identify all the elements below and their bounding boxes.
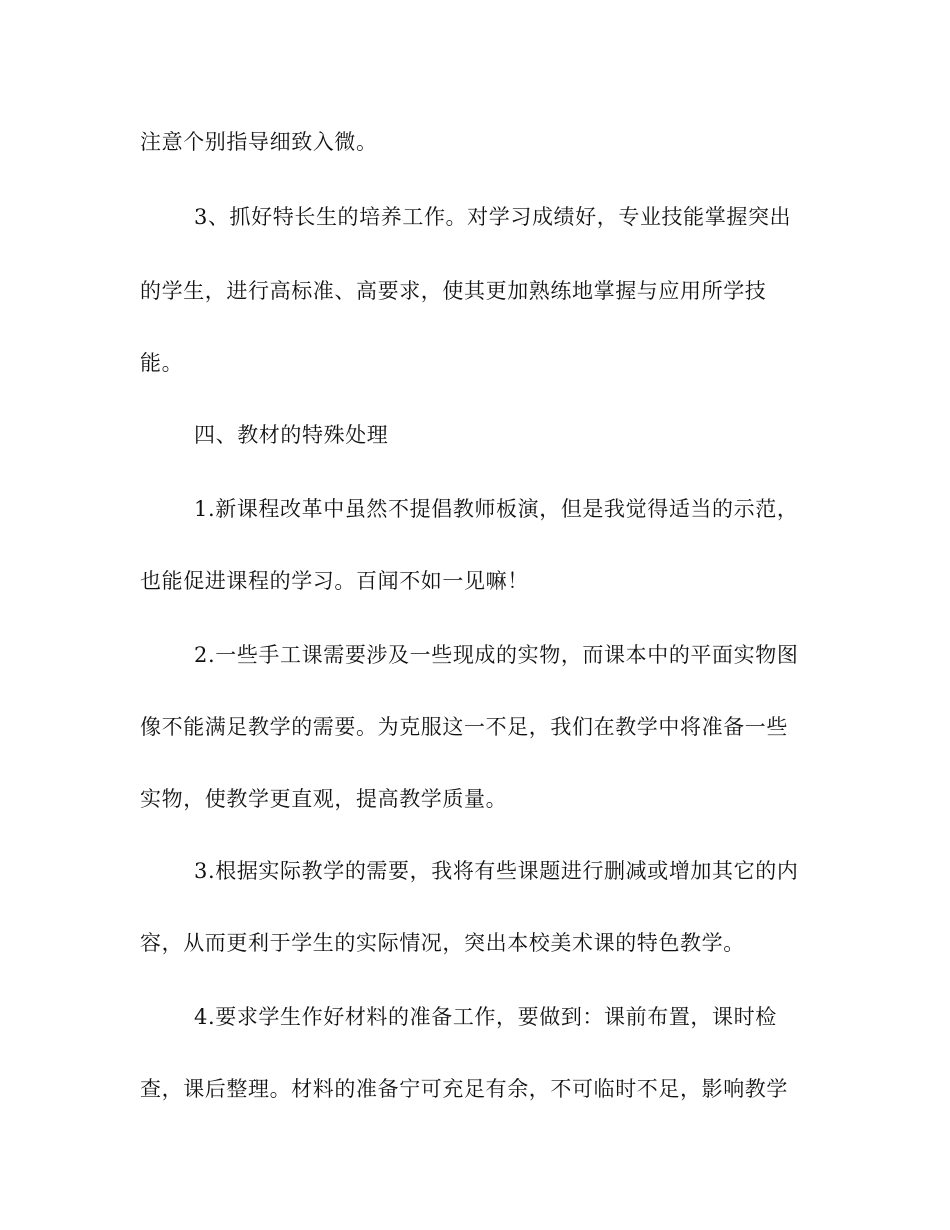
paragraph-line-item-1-end: 也能促进课程的学习。百闻不如一见嘛！ xyxy=(140,569,529,593)
paragraph-line-3-continued: 的学生，进行高标准、高要求，使其更加熟练地掌握与应用所学技 xyxy=(140,279,767,303)
paragraph-line-item-2-start: 2.一些手工课需要涉及一些现成的实物，而课本中的平面实物图 xyxy=(194,643,799,667)
paragraph-line-item-4-start: 4.要求学生作好材料的准备工作，要做到：课前布置，课时检 xyxy=(194,1005,777,1029)
paragraph-line-3-start: 3、抓好特长生的培养工作。对学习成绩好，专业技能掌握突出 xyxy=(194,205,792,229)
paragraph-line-3-end: 能。 xyxy=(140,351,184,375)
paragraph-line-item-4-continued: 查，课后整理。材料的准备宁可充足有余，不可临时不足，影响教学 xyxy=(140,1077,788,1101)
paragraph-line-item-1-start: 1.新课程改革中虽然不提倡教师板演，但是我觉得适当的示范， xyxy=(194,497,799,521)
paragraph-line-item-3-end: 容，从而更利于学生的实际情况，突出本校美术课的特色教学。 xyxy=(140,931,745,955)
paragraph-line-item-2-end: 实物，使教学更直观，提高教学质量。 xyxy=(140,787,508,811)
paragraph-line-item-3-start: 3.根据实际教学的需要，我将有些课题进行删减或增加其它的内 xyxy=(194,859,799,883)
section-heading: 四、教材的特殊处理 xyxy=(194,423,389,447)
paragraph-line-item-2-continued: 像不能满足教学的需要。为克服这一不足，我们在教学中将准备一些 xyxy=(140,715,788,739)
paragraph-line-continued: 注意个别指导细致入微。 xyxy=(140,130,378,154)
